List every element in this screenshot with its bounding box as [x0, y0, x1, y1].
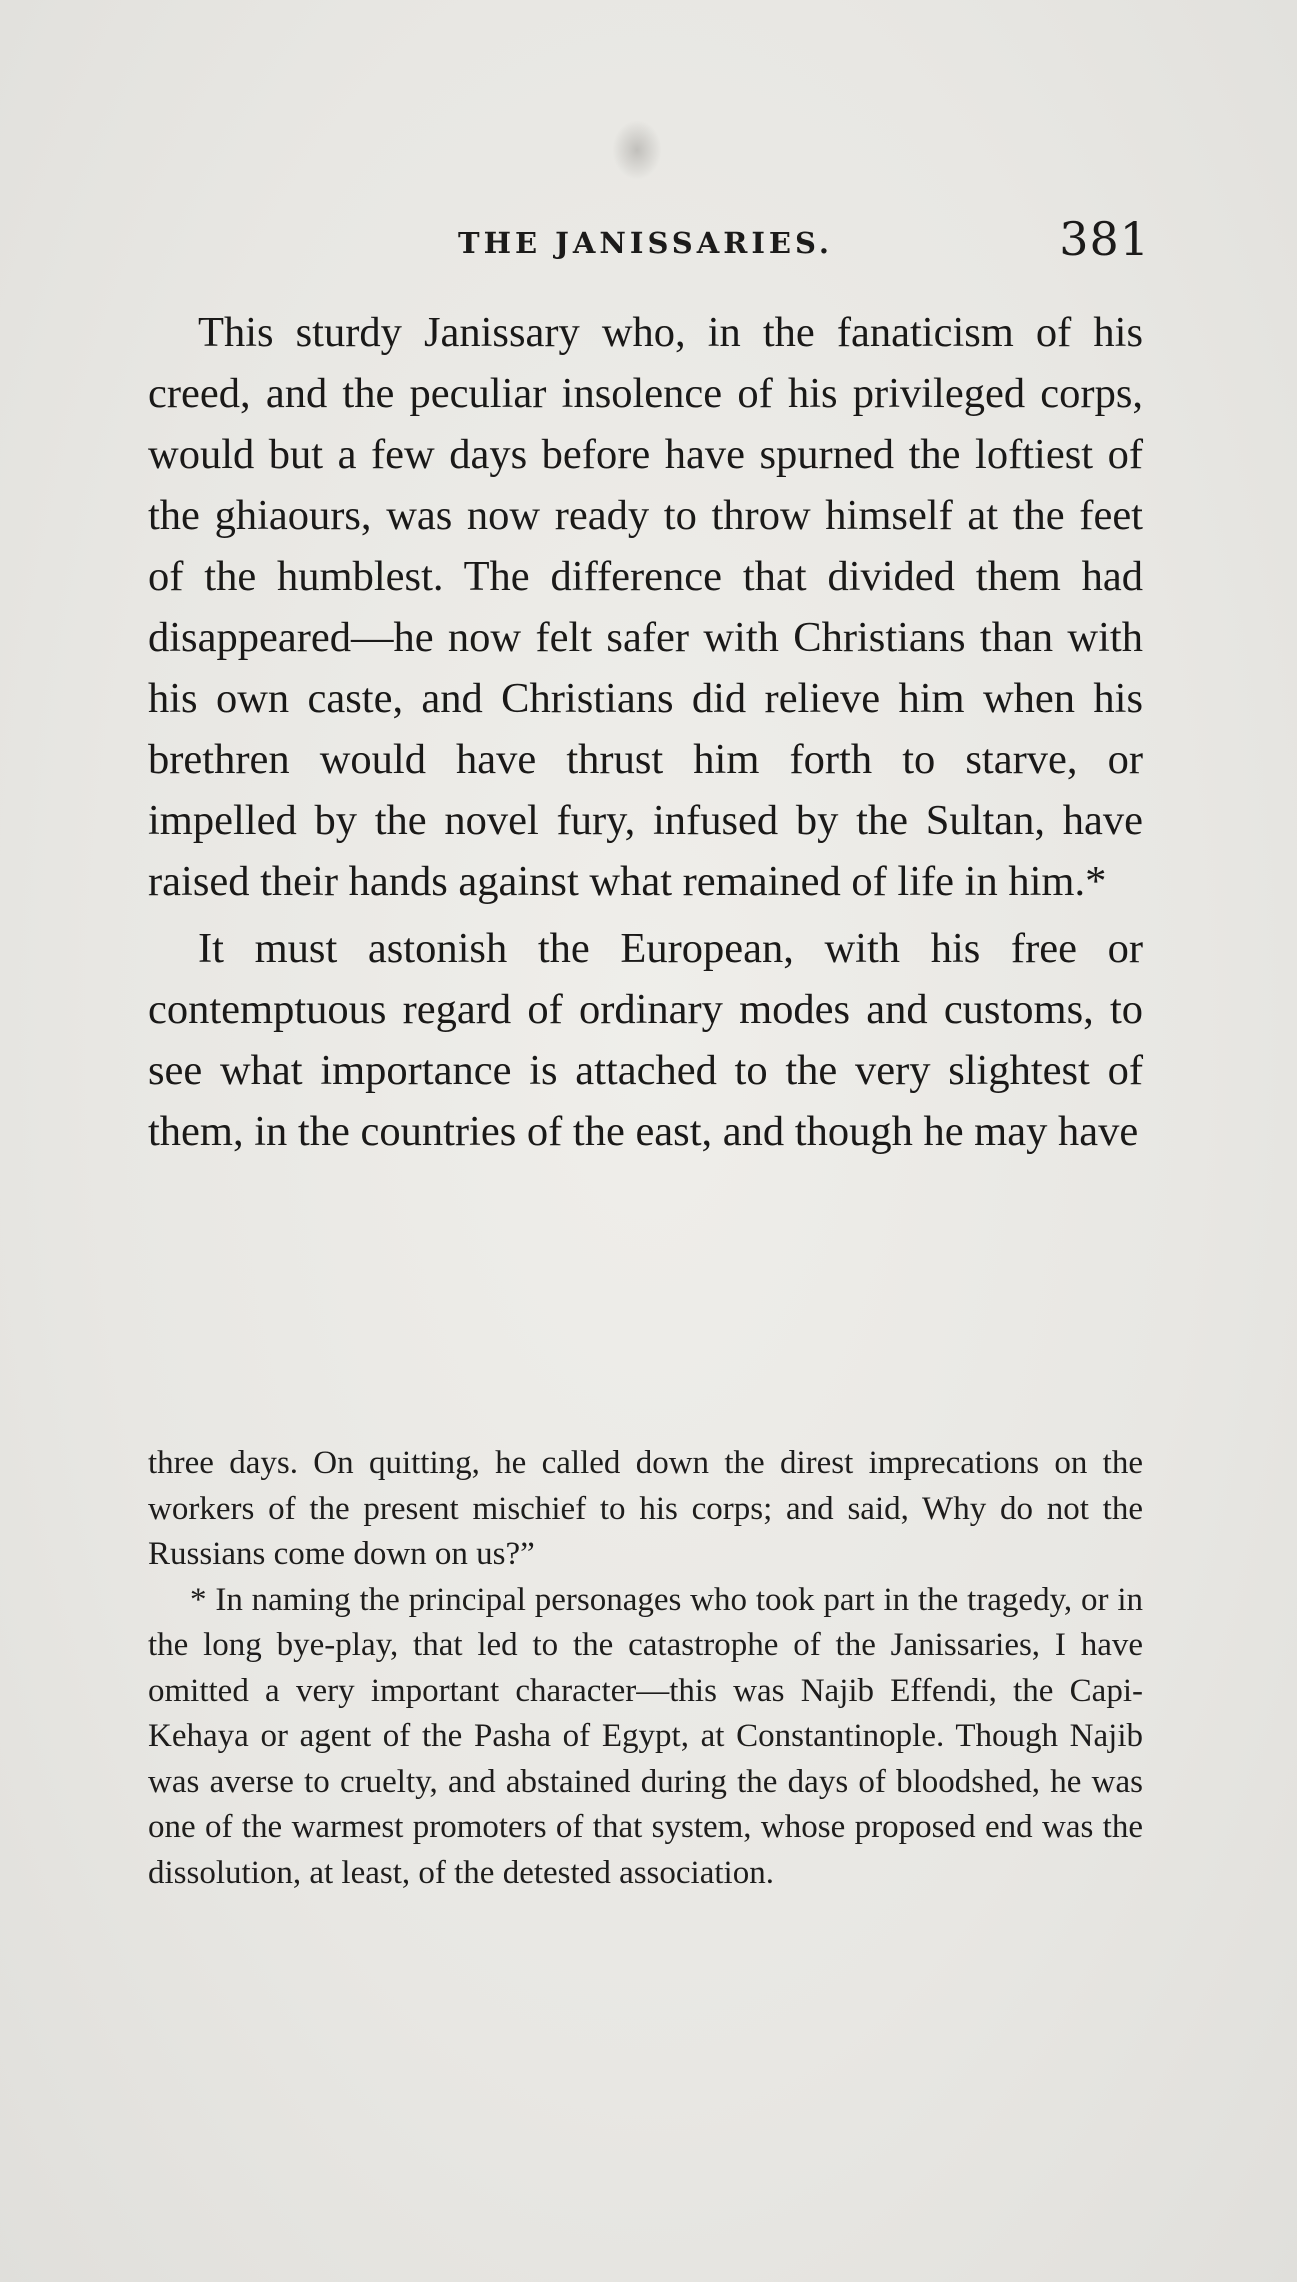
paragraph: This sturdy Janissary who, in the fanaticism of his creed, and the peculiar insolence of his privileged corps, would but a few days before have spurned the loftiest of the ghiaours, was now ready to throw himself at the feet of the humblest. The difference that divided them had disappeared—he now felt safer with Christians than with his own caste, and Christians did relieve him when his brethren would have thrust him forth to starve, or impelled by the novel fury, infused by the Sultan, have raised their hands against what remained of life in him.* — [148, 309, 1143, 905]
footnotes — [148, 1441, 1143, 1896]
running-header — [148, 212, 1150, 272]
running-title: THE JANISSARIES. — [458, 226, 833, 260]
page-number: 381 — [1059, 212, 1150, 266]
footnote-continued: three days. On quitting, he called down the direst imprecations on the workers of the present mischief to his corps; and said, Why do not the Russians come down on us?” — [148, 1445, 1143, 1572]
paragraph: It must astonish the European, with his free or contemptuous regard of ordinary modes and customs, to see what importance is attached to the very slightest of them, in the countries of the east, and though he may have — [148, 925, 1143, 1155]
body-text — [148, 302, 1143, 1162]
ink-smudge — [612, 120, 662, 180]
footnote: * In naming the principal personages who took part in the tragedy, or in the long bye-play, that led to the catastrophe of the Janissaries, I have omitted a very important character—this was Najib Effendi, the Capi-Kehaya or agent of the Pasha of Egypt, at Constantinople. Though Najib was averse to cruelty, and abstained during the days of bloodshed, he was one of the warmest promoters of that system, whose proposed end was the dissolution, at least, of the detested association. — [148, 1581, 1143, 1891]
